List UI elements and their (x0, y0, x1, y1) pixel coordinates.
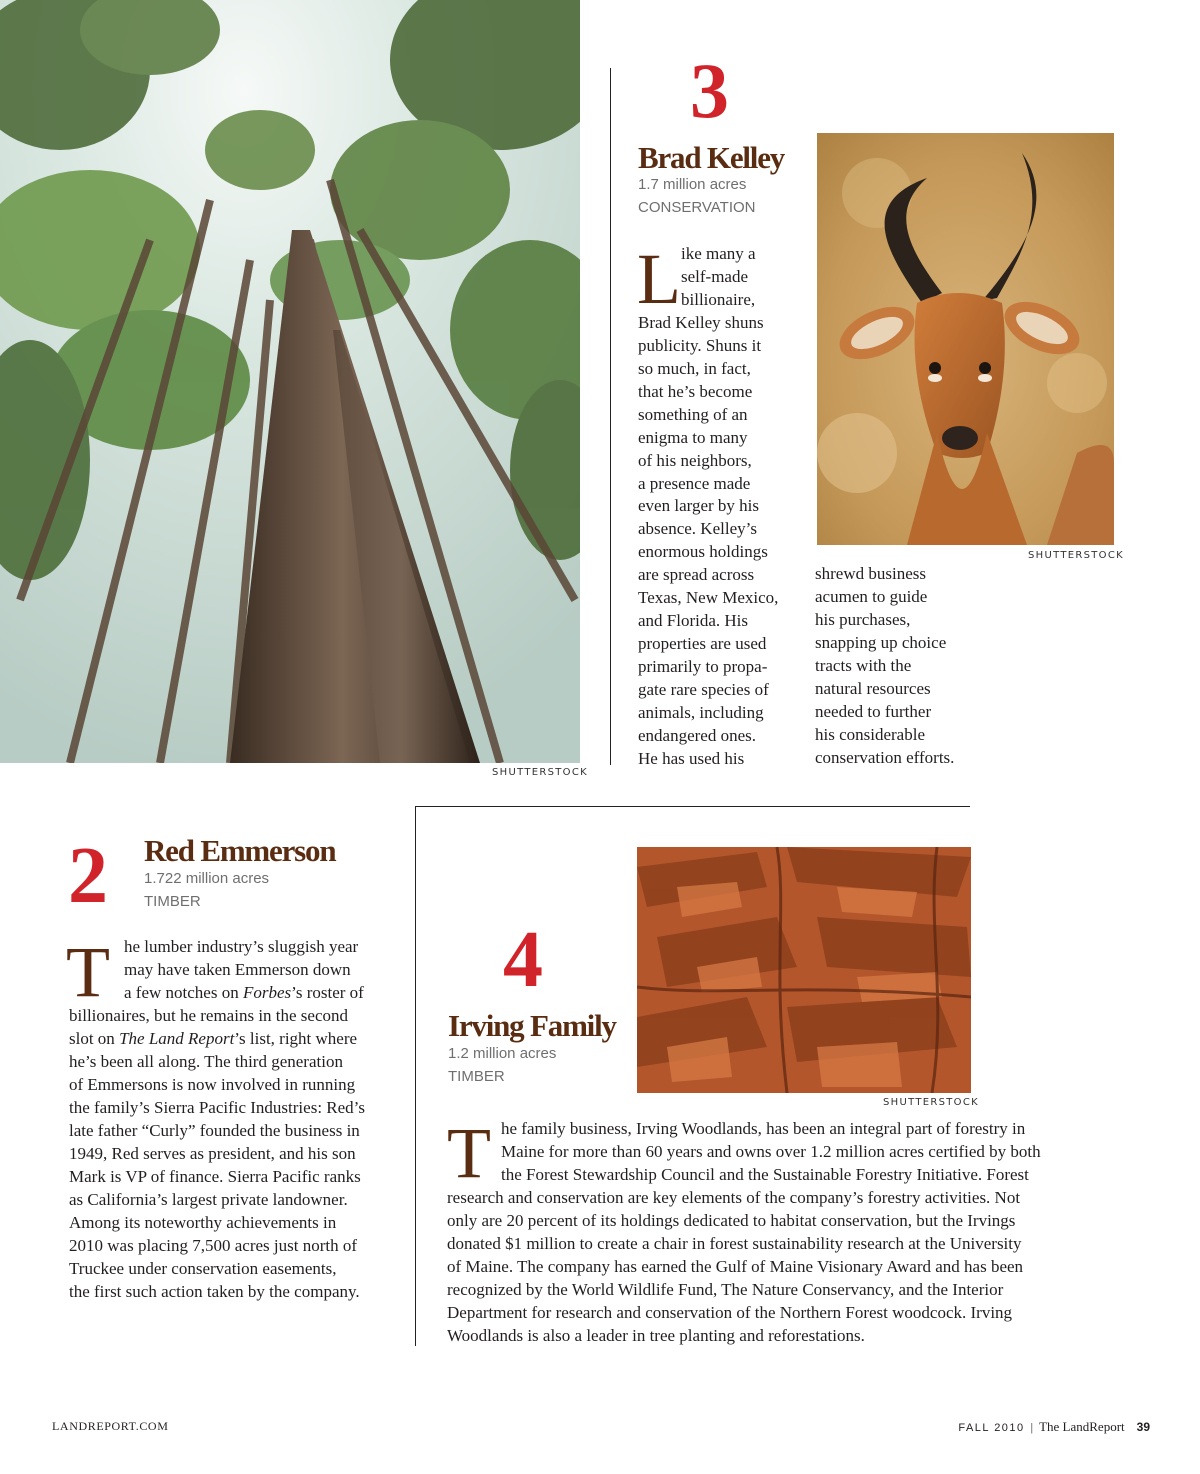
body-text-line: animals, including (638, 703, 764, 722)
body-text-line: and Florida. His (638, 611, 749, 631)
category-label: TIMBER (448, 1068, 505, 1085)
body-text-line: of his neighbors, (638, 450, 752, 470)
body-text-segment: slot on (69, 1029, 120, 1048)
photo-credit-impala: SHUTTERSTOCK (1028, 550, 1124, 561)
body-text-line: donated $1 million to create a chair in forest sustainability research at the University (447, 1234, 1022, 1253)
bark-photo (637, 847, 971, 1093)
body-text-segment: a few notches on (124, 983, 243, 1002)
body-text-line (69, 1004, 348, 1027)
body-text-line (69, 1165, 361, 1188)
body-text-line: something of an (638, 404, 748, 424)
page-number: 39 (1136, 1420, 1150, 1434)
body-text-line: needed to further (815, 701, 932, 721)
body-text-line: endangered ones. (638, 725, 757, 745)
body-text-line: enigma to many (638, 427, 748, 447)
column-divider (610, 68, 611, 765)
body-text-segment: ’s list, right where (234, 1029, 358, 1048)
body-text-segment: 2010 was placing 7,500 acres just north of (69, 1236, 357, 1255)
body-text-segment: of Emmersons is now involved in running (69, 1075, 356, 1094)
body-text-line (69, 1257, 337, 1280)
body-text-line: a presence made (638, 473, 751, 493)
body-text-line (124, 935, 358, 958)
body-text-segment: 1949, Red serves as president, and his son (69, 1144, 356, 1163)
section-divider (415, 806, 970, 807)
footer-folio (958, 1419, 1150, 1435)
rank-number-4: 4 (503, 916, 543, 1004)
section-divider-vertical (415, 806, 416, 1346)
body-text-line: ike many a (681, 244, 756, 263)
acreage-label: 1.722 million acres (144, 870, 270, 887)
body-text-line (69, 1188, 348, 1211)
body-text-line: acumen to guide (815, 586, 928, 606)
italic-title: The Land Report (119, 1029, 235, 1048)
body-text-line: Texas, New Mexico, (638, 588, 779, 608)
body-text-line (69, 1050, 343, 1073)
body-text-line: natural resources (815, 678, 931, 698)
entry-name-emmerson: Red Emmerson (144, 833, 336, 868)
body-text-line (124, 958, 351, 981)
entry-name-irving: Irving Family (448, 1008, 616, 1043)
body-text-line (69, 1234, 357, 1257)
body-text-segment: Among its noteworthy achievements in (69, 1213, 337, 1232)
body-text-line (69, 1073, 355, 1096)
body-text-line (69, 1096, 365, 1119)
body-text-line: Maine for more than 60 years and owns over 1.2 million acres certified by both (501, 1142, 1041, 1161)
body-text-line (69, 1119, 360, 1142)
acreage-label: 1.2 million acres (448, 1045, 557, 1062)
body-text-line: his considerable (815, 724, 925, 744)
body-text-line: the Forest Stewardship Council and the Sustainable Forestry Initiative. Forest (501, 1165, 1029, 1184)
body-text-segment: may have taken Emmerson down (124, 960, 351, 979)
italic-title: Forbes (242, 983, 292, 1002)
footer-site[interactable]: LANDREPORT.COM (52, 1419, 169, 1433)
body-text-segment: Truckee under conservation easements, (69, 1259, 337, 1278)
body-text-line: research and conservation are key elements of the company’s forestry activities. Not (447, 1188, 1021, 1207)
body-text-line: even larger by his (638, 496, 760, 516)
footer-magazine: The LandReport (1039, 1419, 1125, 1434)
body-text-line: shrewd business (815, 564, 926, 583)
body-text-segment: he’s been all along. The third generation (69, 1052, 343, 1071)
body-text-line: gate rare species of (638, 680, 769, 700)
body-text-line: that he’s become (638, 381, 753, 401)
body-text-line: are spread across (638, 565, 755, 585)
body-text-line: properties are used (638, 634, 767, 654)
footer-issue: FALL 2010 (958, 1422, 1025, 1434)
photo-credit-forest: SHUTTERSTOCK (492, 767, 588, 778)
body-text-line: of Maine. The company has earned the Gulf of Maine Visionary Award and has been (447, 1257, 1024, 1276)
body-text-segment: the first such action taken by the company. (69, 1282, 360, 1301)
body-text-line: enormous holdings (638, 542, 768, 562)
category-label: CONSERVATION (638, 199, 756, 216)
body-text-line: Woodlands is also a leader in tree planting and reforestations. (447, 1326, 865, 1345)
photo-credit-bark: SHUTTERSTOCK (883, 1097, 979, 1108)
body-text-line: absence. Kelley’s (638, 519, 757, 539)
body-text-line: primarily to propa- (638, 657, 768, 677)
body-text-line: self-made (681, 266, 749, 286)
body-text-segment: as California’s largest private landowner. (69, 1190, 348, 1209)
body-text-line: conservation efforts. (815, 747, 955, 767)
entry-meta-emmerson (144, 867, 269, 913)
drop-cap-emmerson: T (66, 932, 110, 1012)
drop-cap-kelley: L (637, 239, 681, 319)
drop-cap-irving: T (447, 1113, 491, 1193)
body-text-line: He has used his (638, 748, 745, 768)
footer-separator: | (1030, 1420, 1034, 1434)
body-text-segment: late father “Curly” founded the business in (69, 1121, 360, 1140)
body-text-segment: Mark is VP of finance. Sierra Pacific ranks (69, 1167, 361, 1186)
entry-meta-irving (448, 1042, 556, 1088)
body-text-line: his purchases, (815, 609, 911, 629)
acreage-label: 1.7 million acres (638, 176, 747, 193)
body-text-line (69, 1211, 336, 1234)
body-text-segment: ’s roster of (291, 983, 364, 1002)
body-text-line (69, 1280, 360, 1303)
body-text-line: he family business, Irving Woodlands, has been an integral part of forestry in (501, 1119, 1026, 1138)
body-text-line (69, 1142, 356, 1165)
body-text-line: tracts with the (815, 655, 912, 675)
entry-meta-kelley (638, 173, 756, 219)
body-text-segment: the family’s Sierra Pacific Industries: Red’s (69, 1098, 366, 1117)
body-text-line: billionaire, (681, 289, 756, 309)
body-text-segment: he lumber industry’s sluggish year (124, 937, 359, 956)
forest-photo (0, 0, 580, 763)
body-text-line: Brad Kelley shuns (638, 312, 764, 332)
entry-name-kelley: Brad Kelley (638, 140, 785, 175)
body-text-line: so much, in fact, (638, 358, 751, 378)
category-label: TIMBER (144, 893, 201, 910)
rank-number-2: 2 (68, 832, 108, 920)
body-text-line: snapping up choice (815, 632, 947, 652)
impala-photo (817, 133, 1114, 545)
body-text-line (69, 1027, 357, 1050)
body-text-line: Department for research and conservation of the Northern Forest woodcock. Irving (447, 1303, 1013, 1322)
rank-number-3: 3 (690, 47, 729, 134)
body-text-line (124, 981, 364, 1004)
body-text-line: recognized by the World Wildlife Fund, The Nature Conservancy, and the Interior (447, 1280, 1004, 1299)
body-text-line: only are 20 percent of its holdings dedicated to habitat conservation, but the Irvings (447, 1211, 1016, 1230)
body-text-line: publicity. Shuns it (638, 335, 762, 355)
body-text-segment: billionaires, but he remains in the second (69, 1006, 349, 1025)
